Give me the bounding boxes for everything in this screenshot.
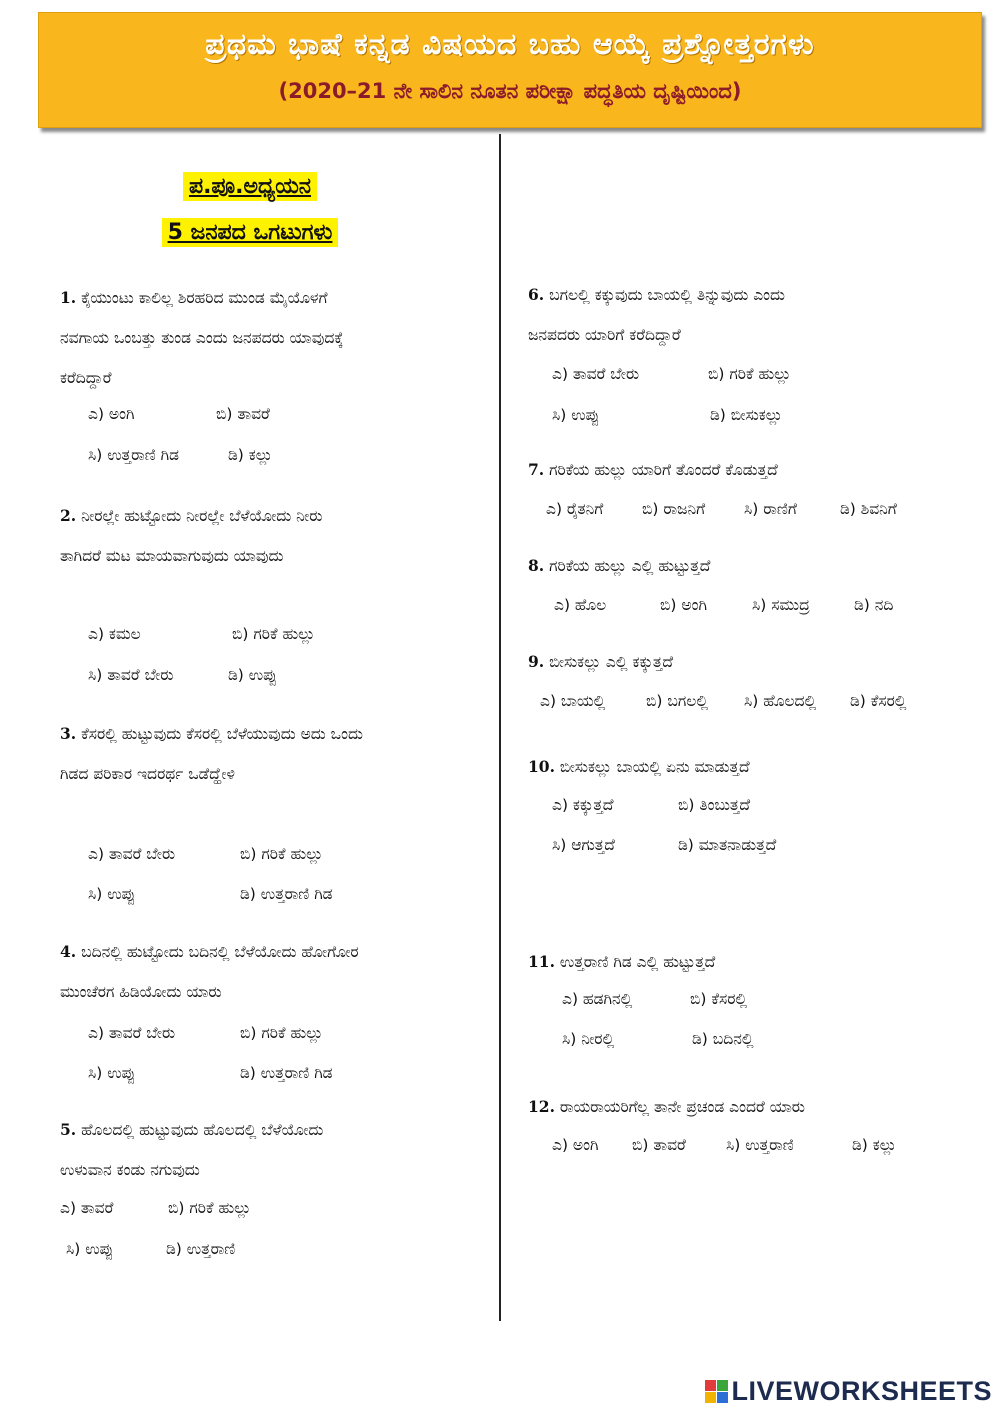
- q5-option-b[interactable]: ಬಿ) ಗರಿಕೆ ಹುಲ್ಲು: [168, 1199, 251, 1217]
- q6-option-b[interactable]: ಬಿ) ಗರಿಕೆ ಹುಲ್ಲು: [708, 365, 791, 383]
- q2-option-c[interactable]: ಸಿ) ತಾವರೆ ಬೇರು: [88, 666, 174, 684]
- question-9: 9. ಬೀಸುಕಲ್ಲು ಎಲ್ಲಿ ಕಕ್ಕುತ್ತದೆ: [528, 652, 673, 671]
- logo-square-blue: [717, 1392, 728, 1403]
- q11-option-d[interactable]: ಡಿ) ಬದಿನಲ್ಲಿ: [692, 1030, 754, 1048]
- watermark-text: LIVEWORKSHEETS: [731, 1375, 992, 1406]
- question-7: 7. ಗರಿಕೆಯ ಹುಲ್ಲು ಯಾರಿಗೆ ತೊಂದರೆ ಕೊಡುತ್ತದೆ: [528, 460, 778, 479]
- question-5: 5. ಹೊಲದಲ್ಲಿ ಹುಟ್ಟುವುದು ಹೊಲದಲ್ಲಿ ಬೆಳೆಯೋದು ಉಳುವಾನ ಕಂಡು ನಗುವುದು: [60, 1120, 324, 1179]
- q4-option-b[interactable]: ಬಿ) ಗರಿಕೆ ಹುಲ್ಲು: [240, 1024, 323, 1042]
- q6-option-c[interactable]: ಸಿ) ಉಪ್ಪು: [552, 406, 600, 424]
- section-subtitle: 5 ಜನಪದ ಒಗಟುಗಳು: [0, 220, 500, 245]
- q11-option-a[interactable]: ಎ) ಹಡಗಿನಲ್ಲಿ: [562, 990, 633, 1008]
- section-title: ಪ.ಪೂ.ಅಧ್ಯಯನ: [0, 174, 500, 199]
- q1-option-a[interactable]: ಎ) ಅಂಗಿ: [88, 405, 135, 423]
- logo-square-red: [705, 1380, 716, 1391]
- banner-title: ಪ್ರಥಮ ಭಾಷೆ ಕನ್ನಡ ವಿಷಯದ ಬಹು ಆಯ್ಕೆ ಪ್ರಶ್ನೋತ್ತರಗಳು: [205, 27, 815, 62]
- question-3: 3. ಕೆಸರಲ್ಲಿ ಹುಟ್ಟುವುದು ಕೆಸರಲ್ಲಿ ಬೆಳೆಯುವುದು ಅದು ಒಂದು ಗಿಡದ ಪರಿಕಾರ ಇದರರ್ಥ ಒಡೆದ್ಹೇಳಿ: [60, 724, 363, 783]
- q9-option-d[interactable]: ಡಿ) ಕೆಸರಲ್ಲಿ: [850, 692, 907, 710]
- q6-option-a[interactable]: ಎ) ತಾವರೆ ಬೇರು: [552, 365, 640, 383]
- q4-option-d[interactable]: ಡಿ) ಉತ್ತರಾಣಿ ಗಿಡ: [240, 1064, 333, 1082]
- q10-option-d[interactable]: ಡಿ) ಮಾತನಾಡುತ್ತದೆ: [678, 836, 777, 854]
- q1-option-b[interactable]: ಬಿ) ತಾವರೆ: [216, 405, 270, 423]
- q11-option-c[interactable]: ಸಿ) ನೀರಲ್ಲಿ: [562, 1030, 615, 1048]
- liveworksheets-watermark: [705, 1374, 992, 1408]
- q5-option-d[interactable]: ಡಿ) ಉತ್ತರಾಣಿ: [166, 1240, 236, 1258]
- q2-option-d[interactable]: ಡಿ) ಉಪ್ಪು: [228, 666, 277, 684]
- q4-option-c[interactable]: ಸಿ) ಉಪ್ಪು: [88, 1064, 136, 1082]
- q1-option-c[interactable]: ಸಿ) ಉತ್ತರಾಣಿ ಗಿಡ: [88, 446, 180, 464]
- q9-option-c[interactable]: ಸಿ) ಹೊಲದಲ್ಲಿ: [744, 692, 817, 710]
- question-10: 10. ಬೀಸುಕಲ್ಲು ಬಾಯಲ್ಲಿ ಏನು ಮಾಡುತ್ತದೆ: [528, 757, 750, 776]
- q8-option-c[interactable]: ಸಿ) ಸಮುದ್ರ: [752, 596, 810, 614]
- q8-option-b[interactable]: ಬಿ) ಅಂಗಿ: [660, 596, 707, 614]
- q12-option-d[interactable]: ಡಿ) ಕಲ್ಲು: [852, 1136, 897, 1154]
- q3-option-d[interactable]: ಡಿ) ಉತ್ತರಾಣಿ ಗಿಡ: [240, 885, 333, 903]
- q2-option-b[interactable]: ಬಿ) ಗರಿಕೆ ಹುಲ್ಲು: [232, 625, 315, 643]
- q12-option-a[interactable]: ಎ) ಅಂಗಿ: [552, 1136, 599, 1154]
- question-4: 4. ಬದಿನಲ್ಲಿ ಹುಟ್ಟೋದು ಬದಿನಲ್ಲಿ ಬೆಳೆಯೋದು ಹೋಗೋರ ಮುಂಚೆರಗ ಹಿಡಿಯೋದು ಯಾರು: [60, 942, 359, 1001]
- question-11: 11. ಉತ್ತರಾಣಿ ಗಿಡ ಎಲ್ಲಿ ಹುಟ್ಟುತ್ತದೆ: [528, 952, 716, 971]
- q1-option-d[interactable]: ಡಿ) ಕಲ್ಲು: [228, 446, 273, 464]
- q7-option-b[interactable]: ಬಿ) ರಾಜನಿಗೆ: [642, 500, 706, 518]
- q7-option-a[interactable]: ಎ) ರೈತನಿಗೆ: [546, 500, 604, 518]
- question-6: 6. ಬಗಲಲ್ಲಿ ಕಕ್ಕುವುದು ಬಾಯಲ್ಲಿ ತಿನ್ನುವುದು ಎಂದು ಜನಪದರು ಯಾರಿಗೆ ಕರೆದಿದ್ದಾರೆ: [528, 285, 785, 344]
- q11-option-b[interactable]: ಬಿ) ಕೆಸರಲ್ಲಿ: [690, 990, 748, 1008]
- q3-option-c[interactable]: ಸಿ) ಉಪ್ಪು: [88, 885, 136, 903]
- q5-option-a[interactable]: ಎ) ತಾವರೆ: [60, 1199, 114, 1217]
- question-1: 1. ಕೈಯುಂಟು ಕಾಲಿಲ್ಲ ಶಿರಹರಿದ ಮುಂಡ ಮೈಯೊಳಗೆ ನವಗಾಯ ಒಂಬತ್ತು ತುಂಡ ಎಂದು ಜನಪದರು ಯಾವುದಕ್ಕೆ ಕರೆದಿದ್ದಾರೆ: [60, 288, 344, 387]
- q8-option-a[interactable]: ಎ) ಹೊಲ: [554, 596, 607, 614]
- q10-option-b[interactable]: ಬಿ) ತಿಂಬುತ್ತದೆ: [678, 796, 751, 814]
- q7-option-d[interactable]: ಡಿ) ಶಿವನಿಗೆ: [840, 500, 897, 518]
- q10-option-c[interactable]: ಸಿ) ಆಗುತ್ತದೆ: [552, 836, 615, 854]
- liveworksheets-logo-icon: [705, 1380, 728, 1403]
- logo-square-yellow: [705, 1392, 716, 1403]
- q6-option-d[interactable]: ಡಿ) ಬೀಸುಕಲ್ಲು: [710, 406, 783, 424]
- q10-option-a[interactable]: ಎ) ಕಕ್ಕುತ್ತದೆ: [552, 796, 614, 814]
- q8-option-d[interactable]: ಡಿ) ನದಿ: [854, 596, 894, 614]
- q3-option-a[interactable]: ಎ) ತಾವರೆ ಬೇರು: [88, 845, 176, 863]
- question-12: 12. ರಾಯರಾಯರಿಗೆಲ್ಲ ತಾನೇ ಪ್ರಚಂಡ ಎಂದರೆ ಯಾರು: [528, 1097, 805, 1116]
- question-2: 2. ನೀರಲ್ಲೇ ಹುಟ್ಟೋದು ನೀರಲ್ಲೇ ಬೆಳೆಯೋದು ನೀರು ತಾಗಿದರೆ ಮಟ ಮಾಯವಾಗುವುದು ಯಾವುದು: [60, 506, 323, 565]
- q9-option-b[interactable]: ಬಿ) ಬಗಲಲ್ಲಿ: [646, 692, 709, 710]
- q4-option-a[interactable]: ಎ) ತಾವರೆ ಬೇರು: [88, 1024, 176, 1042]
- question-8: 8. ಗರಿಕೆಯ ಹುಲ್ಲು ಎಲ್ಲಿ ಹುಟ್ಟುತ್ತದೆ: [528, 556, 711, 575]
- q3-option-b[interactable]: ಬಿ) ಗರಿಕೆ ಹುಲ್ಲು: [240, 845, 323, 863]
- q2-option-a[interactable]: ಎ) ಕಮಲ: [88, 625, 141, 643]
- q9-option-a[interactable]: ಎ) ಬಾಯಲ್ಲಿ: [540, 692, 606, 710]
- column-divider: [499, 134, 501, 1321]
- q12-option-b[interactable]: ಬಿ) ತಾವರೆ: [632, 1136, 686, 1154]
- q5-option-c[interactable]: ಸಿ) ಉಪ್ಪು: [66, 1240, 114, 1258]
- title-banner: [38, 12, 982, 128]
- q12-option-c[interactable]: ಸಿ) ಉತ್ತರಾಣಿ: [726, 1136, 794, 1154]
- logo-square-green: [717, 1380, 728, 1391]
- q7-option-c[interactable]: ಸಿ) ರಾಣಿಗೆ: [744, 500, 797, 518]
- banner-subtitle: (2020–21 ನೇ ಸಾಲಿನ ನೂತನ ಪರೀಕ್ಷಾ ಪದ್ಧತಿಯ ದೃಷ್ಟಿಯಿಂದ): [278, 79, 742, 103]
